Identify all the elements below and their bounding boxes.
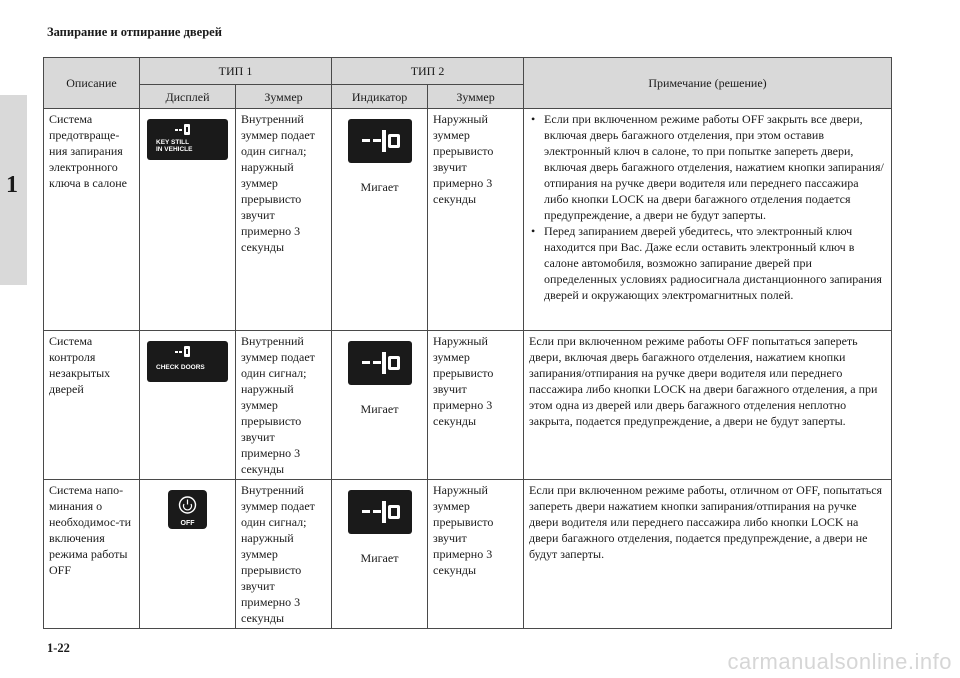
- indicator-state: Мигает: [360, 180, 399, 194]
- header-note: Примечание (решение): [524, 58, 892, 109]
- display-text-line1: KEY STILL: [156, 139, 190, 146]
- header-buzzer-2: Зуммер: [428, 85, 524, 109]
- row-display: [140, 480, 236, 629]
- list-item: • Перед запиранием дверей убедитесь, что электронный ключ находится при Вас. Даже если оставить электронный ключ в салоне автомобиля, возможно запирание дверей при определенных условиях радиосигнала дистанционного запирания дверей и окружающих электромагнитных полей.: [529, 223, 886, 303]
- display-text-line1: OFF: [180, 520, 195, 527]
- door-lock-indicator-icon: [348, 490, 412, 534]
- check-doors-icon: [147, 341, 228, 382]
- door-lock-indicator-icon: [348, 341, 412, 385]
- key-still-in-vehicle-icon: [147, 119, 228, 160]
- row-buzzer-1: Внутренний зуммер подает один сигнал; наружный зуммер прерывисто звучит примерно 3 секунды: [236, 109, 332, 331]
- table-row: [44, 480, 892, 629]
- row-display: [140, 109, 236, 331]
- table-header-row: [44, 58, 892, 85]
- header-buzzer-1: Зуммер: [236, 85, 332, 109]
- row-description: Система контроля незакрытых дверей: [44, 331, 140, 480]
- row-buzzer-2: Наружный зуммер прерывисто звучит примерно 3 секунды: [428, 480, 524, 629]
- indicator-state: Мигает: [360, 402, 399, 416]
- row-note: Если при включенном режиме работы, отличном от OFF, попытаться запереть двери нажатием кнопки запирания/отпирания на ручке двери водителя или переднего пассажира либо кнопки LOCK на двери багажного отделения, подается предупреждение, а двери не будут заперты.: [524, 480, 892, 629]
- row-note: [524, 109, 892, 331]
- watermark: carmanualsonline.info: [727, 649, 952, 674]
- row-indicator: [332, 109, 428, 331]
- table-row: [44, 331, 892, 480]
- row-display: [140, 331, 236, 480]
- power-off-icon: [168, 490, 207, 529]
- display-text-line1: CHECK DOORS: [156, 364, 205, 371]
- header-display: Дисплей: [140, 85, 236, 109]
- header-indicator: Индикатор: [332, 85, 428, 109]
- indicator-state: Мигает: [360, 551, 399, 565]
- chapter-number: 1: [6, 172, 18, 198]
- row-description: Система напо-минания о необходимос-ти включения режима работы OFF: [44, 480, 140, 629]
- row-buzzer-2: Наружный зуммер прерывисто звучит примерно 3 секунды: [428, 331, 524, 480]
- page-title: Запирание и отпирание дверей: [47, 25, 222, 39]
- row-buzzer-1: Внутренний зуммер подает один сигнал; наружный зуммер прерывисто звучит примерно 3 секунды: [236, 331, 332, 480]
- table-row: [44, 109, 892, 331]
- header-description: Описание: [44, 58, 140, 109]
- warning-table: [43, 57, 892, 629]
- row-indicator: [332, 331, 428, 480]
- row-buzzer-1: Внутренний зуммер подает один сигнал; наружный зуммер прерывисто звучит примерно 3 секунды: [236, 480, 332, 629]
- header-type2: ТИП 2: [332, 58, 524, 85]
- display-text-line2: IN VEHICLE: [156, 146, 193, 153]
- page-number: 1-22: [47, 641, 70, 655]
- header-type1: ТИП 1: [140, 58, 332, 85]
- row-buzzer-2: Наружный зуммер прерывисто звучит примерно 3 секунды: [428, 109, 524, 331]
- row-indicator: [332, 480, 428, 629]
- door-lock-indicator-icon: [348, 119, 412, 163]
- row-description: Система предотвраще-ния запирания электронного ключа в салоне: [44, 109, 140, 331]
- note-list: [529, 111, 886, 303]
- list-item: • Если при включенном режиме работы OFF закрыть все двери, включая дверь багажного отделения, при этом оставив электронный ключ в салоне, то при попытке запереть двери, включая дверь багажного отделения, нажатием кнопки запирания/отпирания на ручке двери водителя или переднего пассажира либо кнопки LOCK на двери багажного отделения подается предупреждение, а двери не будут заперты.: [529, 111, 886, 223]
- row-note: Если при включенном режиме работы OFF попытаться запереть двери, включая дверь багажного отделения, нажатием кнопки запирания/отпирания на ручке двери водителя или переднего пассажира либо кнопки LOCK на двери багажного отделения, а при этом одна из дверей или дверь багажного отделения неплотно закрыта, подается предупреждение, а двери не будут заперты.: [524, 331, 892, 480]
